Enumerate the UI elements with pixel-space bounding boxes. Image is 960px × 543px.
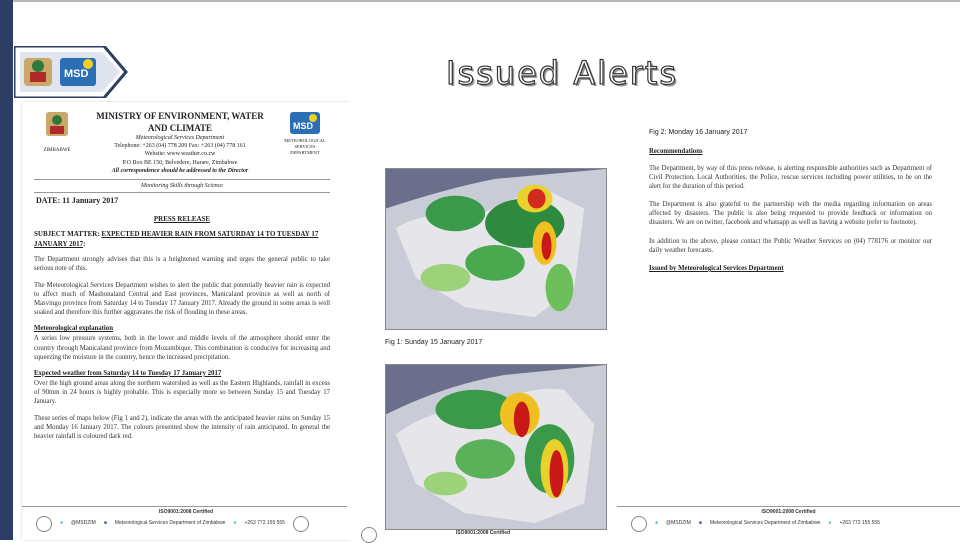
correspondence-line: All correspondence should be addressed to the Director [111, 167, 249, 174]
coat-of-arms-icon [42, 110, 72, 144]
heading-recommendations: Recommendations [649, 148, 703, 156]
msd-logo-icon [60, 58, 96, 86]
paragraph-recommendations: The Department, by way of this press release, is alerting responsible authorities such as Department of Civil Protection, Local Authorities, the Police, rescue services including power utilities, to be on the alert for the duration of this period. [649, 164, 932, 190]
subject-lead: SUBJECT MATTER: [34, 230, 102, 239]
facebook-page-page-3: Meteorological Services Department of Zimbabwe [709, 520, 821, 527]
msd-logo-text: MSD [64, 68, 89, 80]
rainfall-map-monday [385, 364, 607, 530]
figure-1-caption: Fig 1: Sunday 15 January 2017 [385, 339, 483, 346]
whatsapp-icon-page-3: ● [828, 520, 832, 527]
website-line: Website: www.weather.co.zw [144, 151, 216, 158]
page-2-footer [347, 520, 619, 540]
twitter-icon: ● [60, 520, 64, 527]
paragraph-expected-weather: Over the high ground areas along the northern watershed as well as the Eastern Highlands, rainfall in excess of 90mm in 24 hours is highly probable. This is especially more so between Sunday 15 and Tuesday 17 January. [34, 380, 330, 406]
iso-certification-page-2: ISO9001:2008 Certified [455, 530, 511, 536]
page-footer [22, 506, 350, 540]
release-date: DATE: 11 January 2017 [36, 196, 119, 206]
figure-2-caption: Fig 2: Monday 16 January 2017 [649, 129, 748, 136]
subject-tail: : [83, 239, 86, 248]
paragraph-warning: The Department strongly advises that this is a heightened warning and urges the general public to take serious note of this. [34, 256, 330, 273]
whatsapp-icon: ● [233, 520, 237, 527]
whatsapp-number: +263 772 155 555 [244, 520, 285, 527]
motto: Monitoring Skills through Science [34, 182, 330, 193]
rainfall-map-sunday [385, 168, 607, 330]
letterhead [34, 110, 330, 180]
press-release-page-1 [22, 102, 350, 540]
page-3-footer [617, 506, 960, 540]
subject-main: EXPECTED HEAVIER RAIN FROM SATURDAY 14 TO TUESDAY 17 JANUARY 2017 [34, 230, 319, 248]
zimbabwe-coat-of-arms-icon [24, 58, 52, 86]
address-line: P.O Box BE 150, Belvedere, Harare, Zimbabwe [122, 159, 238, 166]
right-seal-caption: METEOROLOGICAL SERVICES DEPARTMENT [284, 138, 326, 156]
footer-seal-icon [36, 516, 52, 532]
iso-certification-page-3: ISO9001:2008 Certified [761, 509, 816, 515]
heading-meteorological-explanation: Meteorological explanation [34, 325, 113, 333]
msd-letterhead-logo-text: MSD [293, 121, 313, 131]
ministry-name: MINISTRY OF ENVIRONMENT, WATER AND CLIMATE [96, 111, 264, 134]
twitter-handle-page-3: @MSDZIM [666, 520, 691, 527]
press-release-page-2 [347, 102, 619, 540]
iso-certification: ISO9001:2008 Certified [158, 509, 214, 515]
facebook-icon-page-3: ■ [698, 520, 702, 527]
msd-letterhead-logo-icon [290, 110, 320, 136]
paragraph-contact: In addition to the above, please contact the Public Weather Services on (04) 778176 or monitor our daily weather forecasts. [649, 237, 932, 254]
left-accent-bar [0, 0, 13, 540]
heading-expected-weather: Expected weather from Saturday 14 to Tuesday 17 January 2017 [34, 369, 222, 377]
facebook-icon: ■ [103, 520, 107, 527]
paragraph-media: The Department is also grateful to the partnership with the media regarding information on areas affected by disasters. The public is also being requested to provide feedback or information on disasters. We are on twitter, facebook and whatsapp as well as having a website (refer to footnote). [649, 201, 932, 227]
facebook-page: Meteorological Services Department of Zimbabwe [114, 520, 226, 527]
whatsapp-number-page-3: +263 772 155 555 [839, 520, 880, 527]
slide-title: Issued Alerts [446, 54, 679, 92]
paragraph-maps: These series of maps below (Fig 1 and 2), indicate the areas with the anticipated heavier rains on Sunday 15 and Monday 16 January 2017. The colours presented show the intensity of rain anticipated. In general the heavier rainfall is coloured dark red. [34, 414, 330, 440]
paragraph-explanation: A series low pressure systems, both in the lower and middle levels of the atmosphere should enter the country through Manicaland province from Mozambique. This combination is conducive for increasing and squeezing the moisture in the country, hence the increased precipitation. [34, 335, 330, 361]
twitter-handle: @MSDZIM [71, 520, 96, 527]
paragraph-alert: The Meteorological Services Department wishes to alert the public that potentially heavier rain is expected to affect much of Mashonaland Central and East provinces, Manicaland province as well as north of Masvingo province from Saturday 14 to Tuesday 17 January 2017. Already the ground in some areas is well soaked and therefore this further aggravates the risk of flooding in these areas. [34, 281, 330, 317]
letterhead-text [86, 110, 274, 175]
top-rule [13, 0, 960, 2]
subject-matter [34, 230, 330, 249]
telephone-line: Telephone: +263 (04) 778 209 Fax: +263 (04) 778 161 [114, 143, 246, 150]
header-logo-arrow [14, 46, 128, 98]
press-release-page-3 [617, 102, 960, 540]
footer-seal-icon-page-3 [631, 516, 647, 532]
press-release-heading: PRESS RELEASE [153, 214, 211, 223]
twitter-icon-page-3: ● [655, 520, 659, 527]
department-name: Meteorological Services Department [135, 135, 225, 142]
issued-by: Issued by Meteorological Services Department [649, 264, 784, 272]
left-seal-caption: ZIMBABWE [43, 147, 71, 153]
footer-seal-icon-right [293, 516, 309, 532]
